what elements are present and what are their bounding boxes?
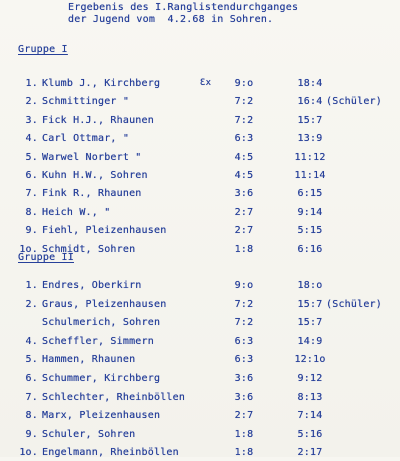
match-points: 1:8 (234, 243, 254, 255)
match-points: 7:2 (234, 317, 254, 329)
group-2-heading: Gruppe II (18, 252, 74, 263)
match-points: 2:7 (234, 410, 254, 422)
match-points: 3:6 (234, 391, 254, 403)
game-score: 13:9 (297, 133, 323, 145)
rank-number: 1. (25, 78, 38, 89)
match-points: 3:6 (234, 188, 254, 200)
rank-number: 8. (25, 410, 38, 422)
match-points: 1:8 (234, 428, 254, 440)
game-score: 9:14 (297, 206, 323, 218)
game-score: 7:14 (297, 410, 323, 422)
result-row (0, 78, 400, 92)
game-score: 6:16 (297, 243, 323, 255)
result-row (0, 336, 400, 350)
result-row (0, 299, 400, 313)
player-name: Schmittinger " (42, 96, 130, 108)
rank-number: 3. (25, 114, 38, 126)
result-row (0, 115, 400, 129)
player-name: Schuler, Sohren (42, 428, 136, 440)
match-points: 6:3 (234, 354, 254, 366)
game-score: 15:7 (297, 114, 323, 126)
result-row (0, 373, 400, 387)
result-row (0, 354, 400, 368)
game-score: 16:4 (297, 96, 323, 108)
rank-number: 4. (25, 133, 38, 145)
result-row (0, 170, 400, 184)
player-name: Schmidt, Sohren (42, 243, 136, 255)
game-score: 8:13 (297, 391, 323, 403)
player-name: Warwel Norbert " (42, 151, 142, 163)
match-points: 4:5 (234, 170, 254, 181)
rank-number: 1o. (19, 243, 38, 255)
player-name: Scheffler, Simmern (42, 335, 154, 347)
rank-number: 9. (25, 428, 38, 440)
player-name: Carl Ottmar, " (42, 133, 130, 145)
rank-number: 1. (25, 280, 38, 291)
match-points: 2:7 (234, 225, 254, 237)
result-row (0, 225, 400, 239)
rank-number: 5. (25, 354, 38, 366)
result-row (0, 280, 400, 294)
result-row (0, 152, 400, 166)
category-note: (Schüler) (326, 96, 382, 108)
rank-number: 5. (25, 151, 38, 163)
game-score: 5:15 (297, 225, 323, 237)
player-name: Graus, Pleizenhausen (42, 298, 167, 310)
result-row (0, 429, 400, 443)
rank-number: 9. (25, 225, 38, 237)
player-name: Engelmann, Rheinböllen (42, 447, 179, 459)
match-points: 6:3 (234, 335, 254, 347)
match-points: 7:2 (234, 114, 254, 126)
player-name: Marx, Pleizenhausen (42, 410, 161, 422)
player-name: Schummer, Kirchberg (42, 373, 161, 384)
game-score: 15:7 (297, 317, 323, 329)
rank-number: 1o. (19, 447, 38, 459)
result-row (0, 447, 400, 461)
match-points: 6:3 (234, 133, 254, 145)
game-score: 18:4 (297, 78, 323, 89)
title-line-2: der Jugend vom 4.2.68 in Sohren. (68, 14, 274, 25)
rank-number: 6. (25, 170, 38, 181)
group-1-heading: Gruppe I (18, 44, 68, 55)
match-points: 2:7 (234, 206, 254, 218)
game-score: 11:12 (294, 151, 326, 163)
rank-number: 6. (25, 373, 38, 384)
game-score: 6:15 (297, 188, 323, 200)
game-score: 9:12 (297, 373, 323, 384)
game-score: 14:9 (297, 335, 323, 347)
game-score: 15:7 (297, 298, 323, 310)
player-name: Fick H.J., Rhaunen (42, 114, 154, 126)
player-name: Schulmerich, Sohren (42, 317, 161, 329)
player-name: Endres, Oberkirn (42, 280, 142, 291)
match-points: 9:o (234, 280, 254, 291)
match-points: 4:5 (234, 151, 254, 163)
rank-number: 2. (25, 96, 38, 108)
game-score: 18:o (297, 280, 323, 291)
rank-number: 2. (25, 298, 38, 310)
match-points: 7:2 (234, 298, 254, 310)
result-row (0, 96, 400, 110)
player-name: Hammen, Rhaunen (42, 354, 136, 366)
match-points: 1:8 (234, 447, 254, 459)
title-line-1: Ergebenis des I.Ranglistendurchganges (68, 2, 299, 13)
margin-mark: Ɛx (200, 78, 212, 88)
player-name: Schlechter, Rheinböllen (42, 391, 186, 403)
result-row (0, 133, 400, 147)
result-row (0, 392, 400, 406)
result-row (0, 317, 400, 331)
rank-number: 4. (25, 335, 38, 347)
player-name: Klumb J., Kirchberg (42, 78, 161, 89)
match-points: 9:o (234, 78, 254, 89)
result-row (0, 207, 400, 221)
match-points: 7:2 (234, 96, 254, 108)
category-note: (Schüler) (326, 298, 382, 310)
game-score: 11:14 (294, 170, 326, 181)
game-score: 5:16 (297, 428, 323, 440)
match-points: 3:6 (234, 373, 254, 384)
player-name: Kuhn H.W., Sohren (42, 170, 148, 181)
rank-number: 7. (25, 188, 38, 200)
game-score: 2:17 (297, 447, 323, 459)
document-title (68, 2, 298, 26)
player-name: Heich W., " (42, 206, 111, 218)
rank-number: 7. (25, 391, 38, 403)
result-row (0, 188, 400, 202)
result-row (0, 410, 400, 424)
player-name: Fiehl, Pleizenhausen (42, 225, 167, 237)
player-name: Fink R., Rhaunen (42, 188, 142, 200)
rank-number: 8. (25, 206, 38, 218)
game-score: 12:1o (294, 354, 326, 366)
